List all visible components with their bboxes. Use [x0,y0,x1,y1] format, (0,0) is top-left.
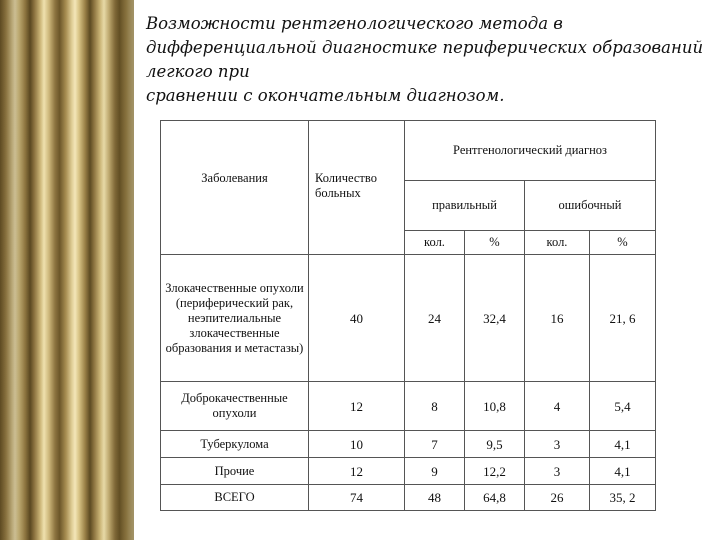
row-count: 40 [309,255,405,382]
slide-title [146,12,706,108]
row-count: 10 [309,431,405,458]
row-wrong-pct: 4,1 [590,458,656,485]
row-correct-qty: 9 [405,458,465,485]
row-correct-qty: 48 [405,485,465,511]
curtain-shade [0,0,134,540]
row-correct-qty: 8 [405,382,465,431]
row-disease: Доброкачественные опухоли [161,382,309,431]
header-diagnosis: Рентгенологический диагноз [405,121,656,181]
row-disease: Прочие [161,458,309,485]
row-correct-qty: 24 [405,255,465,382]
diagnosis-table [160,120,656,511]
table-row [161,255,656,382]
row-correct-pct: 9,5 [465,431,525,458]
row-correct-pct: 12,2 [465,458,525,485]
row-wrong-pct: 5,4 [590,382,656,431]
row-wrong-pct: 4,1 [590,431,656,458]
header-row [161,121,656,181]
header-count: Количество больных [309,121,405,255]
title-line: Возможности рентгенологического метода в [146,14,563,33]
title-line: легкого при [146,62,250,81]
header-correct-qty: кол. [405,231,465,255]
table-row [161,382,656,431]
title-line: дифференциальной диагностике периферических образований [146,38,704,57]
header-correct-pct: % [465,231,525,255]
table-row [161,485,656,511]
header-wrong-qty: кол. [525,231,590,255]
row-wrong-pct: 21, 6 [590,255,656,382]
row-disease: Туберкулома [161,431,309,458]
header-wrong: ошибочный [525,181,656,231]
row-wrong-qty: 16 [525,255,590,382]
header-disease: Заболевания [161,121,309,255]
title-line: сравнении с окончательным диагнозом. [146,86,505,105]
row-disease: ВСЕГО [161,485,309,511]
row-correct-qty: 7 [405,431,465,458]
row-disease: Злокачественные опухоли (периферический рак, неэпителиальные злокачественные образования и метастазы) [161,255,309,382]
row-correct-pct: 10,8 [465,382,525,431]
row-correct-pct: 32,4 [465,255,525,382]
row-correct-pct: 64,8 [465,485,525,511]
row-wrong-qty: 4 [525,382,590,431]
row-wrong-qty: 26 [525,485,590,511]
row-count: 12 [309,382,405,431]
header-correct: правильный [405,181,525,231]
row-wrong-pct: 35, 2 [590,485,656,511]
header-wrong-pct: % [590,231,656,255]
row-count: 74 [309,485,405,511]
row-wrong-qty: 3 [525,458,590,485]
table-row [161,431,656,458]
row-wrong-qty: 3 [525,431,590,458]
table-row [161,458,656,485]
row-count: 12 [309,458,405,485]
